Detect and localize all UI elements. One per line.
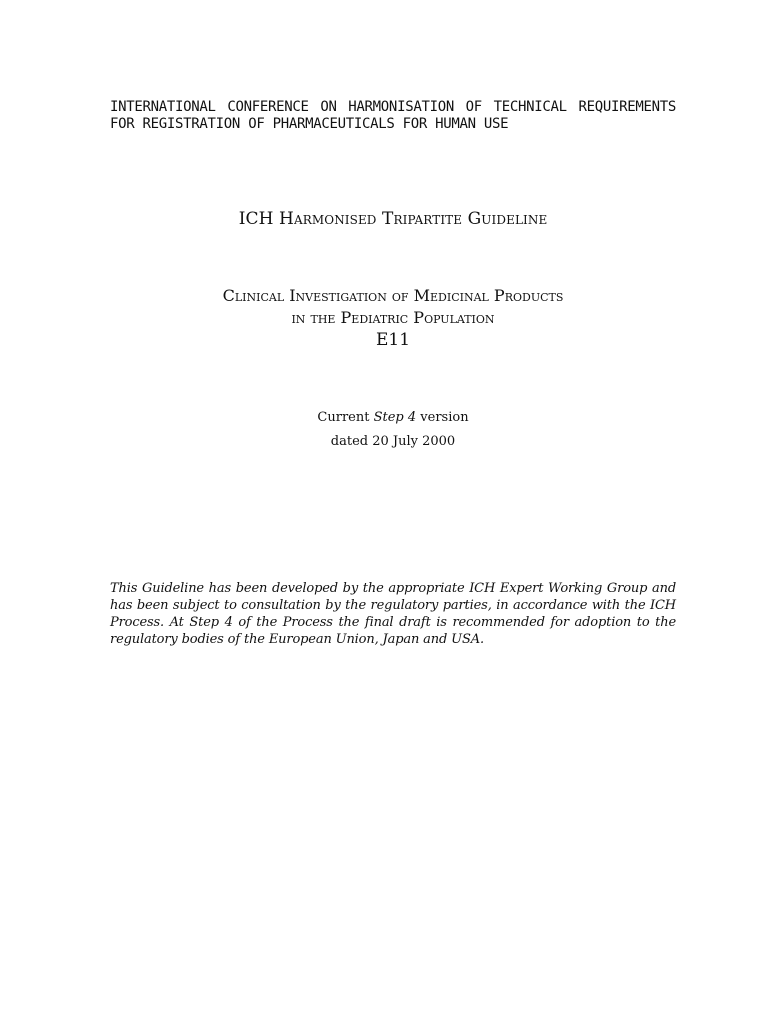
guideline-note: This Guideline has been developed by the appropriate ICH Expert Working Group and has been subject to consultation by the regulatory parties, in accordance with the ICH Process. At Step 4 of the Process the final draft is recommended for adoption to the regulatory bodies of the European Union, Japan and USA. — [110, 581, 676, 647]
conference-heading: INTERNATIONAL CONFERENCE ON HARMONISATION OF TECHNICAL REQUIREMENTS FOR REGISTRATION OF PHARMACEUTICALS FOR HUMAN USE — [110, 99, 676, 132]
version-step: Step 4 — [373, 410, 417, 425]
version-suffix: version — [420, 410, 469, 425]
document-title — [0, 285, 768, 329]
version-line — [0, 406, 768, 430]
title-line-1: Clinical Investigation of Medicinal Products — [222, 286, 564, 305]
guideline-type: ICH Harmonised Tripartite Guideline — [238, 209, 548, 229]
version-prefix: Current — [317, 410, 370, 425]
version-info — [0, 406, 768, 454]
version-date: dated 20 July 2000 — [330, 434, 456, 449]
guideline-code: E11 — [375, 330, 411, 350]
title-line-2: in the Pediatric Population — [291, 308, 495, 327]
